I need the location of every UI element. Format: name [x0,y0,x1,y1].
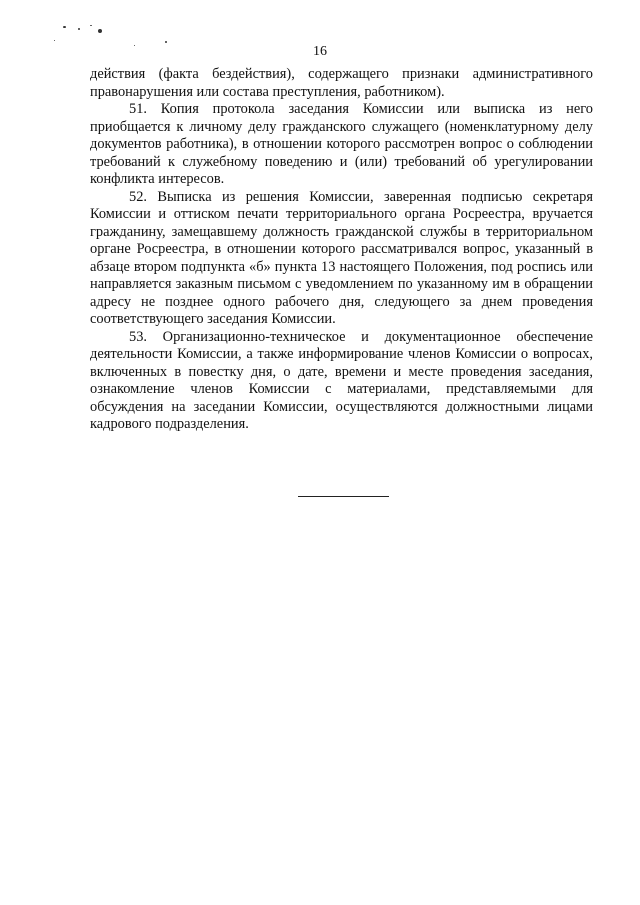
paragraph-51: 51. Копия протокола заседания Комиссии или выписка из него приобщается к личному делу гражданского служащего (номенклатурному делу документов работника), в отношении которого рассмотрен вопрос о соблюдении требований к служебному поведению и (или) требований об урегулировании конфликта интересов. [90,101,593,187]
scan-artifact-speck [63,26,66,28]
paragraph-continuation: действия (факта бездействия), содержащего признаки административного правонарушения или состава преступления, работником). [90,66,593,100]
scan-artifact-speck [54,40,55,41]
closing-divider-line [298,496,389,497]
page-number: 16 [313,44,327,59]
scan-artifact-speck [165,41,167,43]
scan-artifact-speck [98,29,102,33]
paragraph-53: 53. Организационно-техническое и документационное обеспечение деятельности Комиссии, а также информирование членов Комиссии о вопросах, включенных в повестку дня, о дате, времени и месте проведения заседания, ознакомление членов Комиссии с материалами, представляемыми для обсуждения на заседании Комиссии, осуществляются должностными лицами кадрового подразделения. [90,328,593,432]
paragraph-52: 52. Выписка из решения Комиссии, заверенная подписью секретаря Комиссии и оттиском печати территориального органа Росреестра, вручается гражданину, замещавшему должность гражданской службы в территориальном органе Росреестра, в отношении которого рассматривался вопрос, указанный в абзаце втором подпункта «б» пункта 13 настоящего Положения, под роспись или направляется заказным письмом с уведомлением по указанному им в обращении адресу не позднее одного рабочего дня, следующего за днем проведения соответствующего заседания Комиссии. [90,188,593,327]
scan-artifact-speck [78,28,80,30]
scan-artifact-speck [90,25,92,26]
document-body [90,66,593,434]
